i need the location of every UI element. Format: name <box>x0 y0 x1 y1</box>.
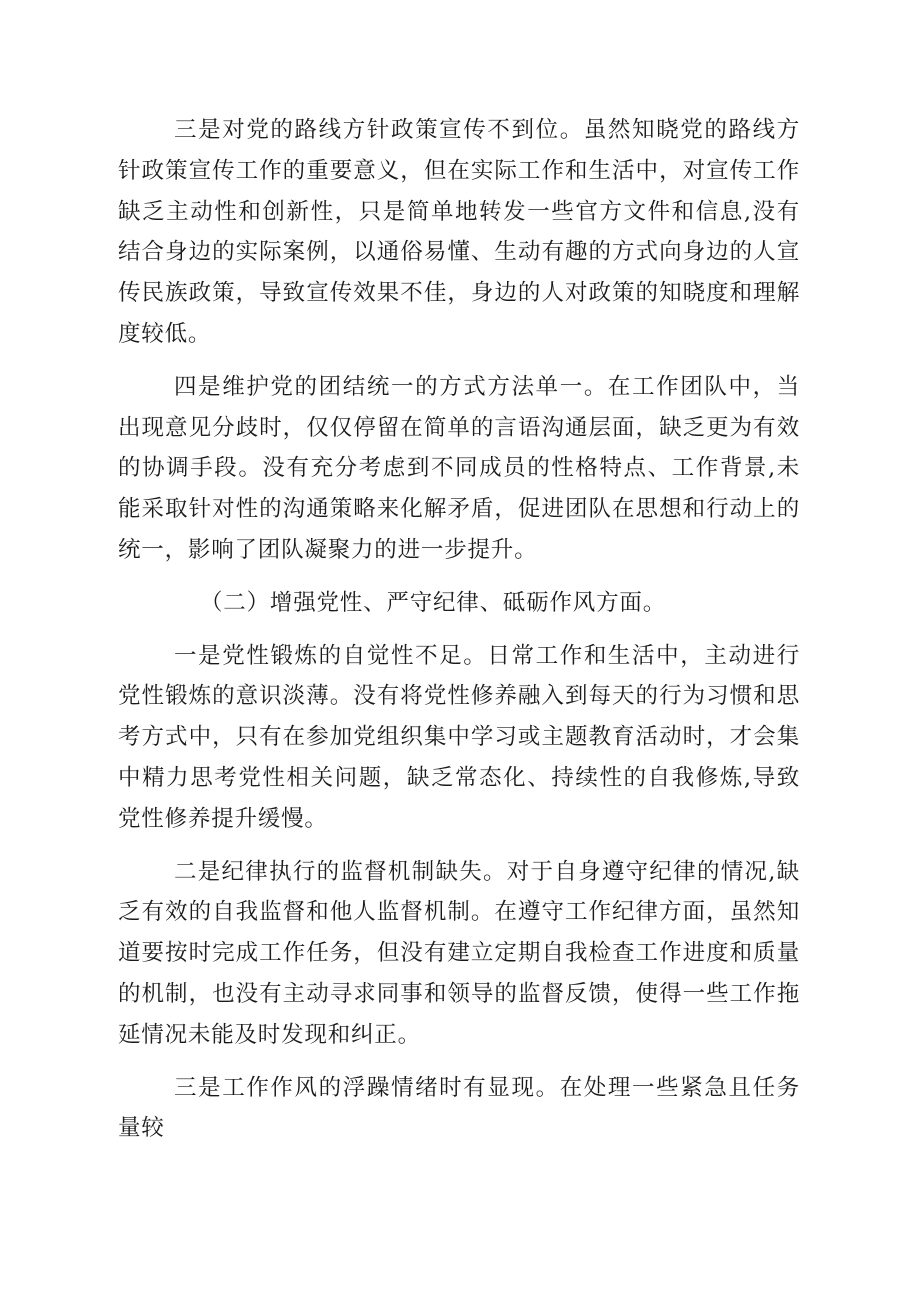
paragraph-work-style: 三是工作作风的浮躁情绪时有显现。在处理一些紧急且任务量较 <box>118 1074 800 1142</box>
paragraph-discipline: 二是纪律执行的监督机制缺失。对于自身遵守纪律的情况,缺乏有效的自我监督和他人监督机制。在遵守工作纪律方面，虽然知道要按时完成工作任务，但没有建立定期自我检查工作进度和质量的机制，也没有主动寻求同事和领导的监督反馈，使得一些工作拖延情况未能及时发现和纠正。 <box>118 858 800 1048</box>
section-heading: （二）增强党性、严守纪律、砥砺作风方面。 <box>200 589 667 616</box>
paragraph-party-spirit: 一是党性锻炼的自觉性不足。日常工作和生活中，主动进行党性锻炼的意识淡薄。没有将党性修养融入到每天的行为习惯和思考方式中，只有在参加党组织集中学习或主题教育活动时，才会集中精力思考党性相关问题，缺乏常态化、持续性的自我修炼,导致党性修养提升缓慢。 <box>118 642 800 832</box>
paragraph-propaganda: 三是对党的路线方针政策宣传不到位。虽然知晓党的路线方针政策宣传工作的重要意义，但在实际工作和生活中，对宣传工作缺乏主动性和创新性，只是简单地转发一些官方文件和信息,没有结合身边的实际案例，以通俗易懂、生动有趣的方式向身边的人宣传民族政策，导致宣传效果不佳，身边的人对政策的知晓度和理解度较低。 <box>118 117 800 347</box>
paragraph-unity: 四是维护党的团结统一的方式方法单一。在工作团队中，当出现意见分歧时，仅仅停留在简单的言语沟通层面，缺乏更为有效的协调手段。没有充分考虑到不同成员的性格特点、工作背景,未能采取针对性的沟通策略来化解矛盾，促进团队在思想和行动上的统一，影响了团队凝聚力的进一步提升。 <box>118 373 800 563</box>
document-body <box>118 110 800 1161</box>
